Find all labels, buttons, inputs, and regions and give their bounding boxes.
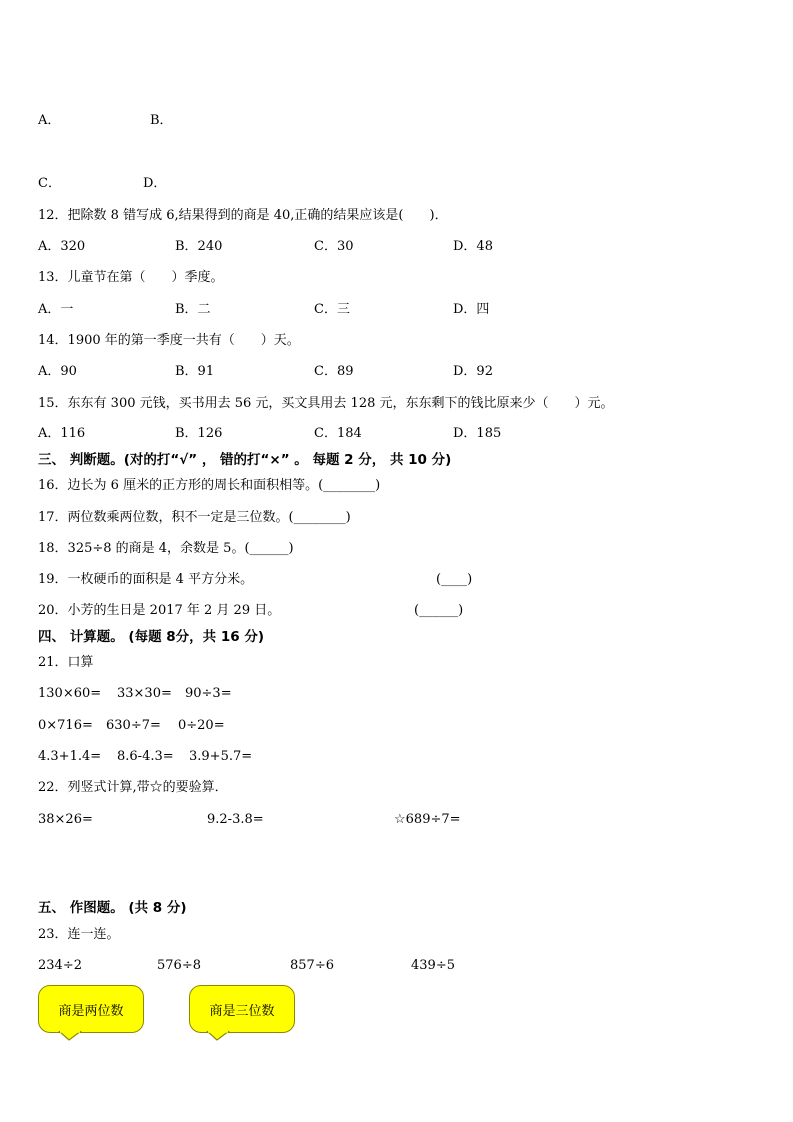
mental-calc-1: 130×60= — [38, 686, 102, 701]
bubble-three-digit-label: 商是三位数 — [209, 1003, 275, 1019]
bubble-three-digit — [189, 985, 295, 1033]
vertical-calc-1: 38×26= — [38, 812, 93, 827]
q12-option-b: B．240 — [175, 239, 223, 254]
q15-option-c: C．184 — [314, 426, 362, 441]
q13-option-b: B．二 — [175, 302, 211, 317]
mental-calc-6: 0÷20= — [178, 718, 225, 733]
q13-option-c: C．三 — [314, 302, 350, 317]
bubble-two-digit — [38, 985, 144, 1033]
question-20: 20．小芳的生日是 2017 年 2 月 29 日。 — [38, 603, 281, 618]
q15-option-a: A．116 — [38, 426, 86, 441]
vertical-calc-3: ☆689÷7= — [394, 812, 461, 827]
q14-option-d: D．92 — [453, 364, 493, 379]
bubble-two-digit-label: 商是两位数 — [58, 1003, 124, 1019]
question-17: 17．两位数乘两位数，积不一定是三位数。(________) — [38, 510, 351, 525]
mental-calc-9: 3.9+5.7= — [189, 749, 253, 764]
question-19: 19．一枚硬币的面积是 4 平方分米。 — [38, 572, 254, 587]
question-16: 16．边长为 6 厘米的正方形的周长和面积相等。(________) — [38, 478, 381, 493]
q15-option-d: D．185 — [453, 426, 502, 441]
question-19-blank: (____) — [436, 572, 473, 587]
match-expr-4: 439÷5 — [411, 958, 455, 973]
question-13: 13．儿童节在第（ ）季度。 — [38, 270, 224, 285]
q12-option-a: A．320 — [38, 239, 86, 254]
question-14: 14．1900 年的第一季度一共有（ ）天。 — [38, 333, 300, 348]
option-b: B． — [150, 113, 173, 128]
q13-option-a: A．一 — [38, 302, 74, 317]
option-a: A． — [38, 113, 61, 128]
q12-option-d: D．48 — [453, 239, 493, 254]
bubble-tail-icon — [58, 1031, 82, 1041]
option-c: C． — [38, 176, 61, 191]
question-15: 15．东东有 300 元钱，买书用去 56 元，买文具用去 128 元，东东剩下的钱比原来少（ ）元。 — [38, 396, 614, 411]
question-18: 18．325÷8 的商是 4，余数是 5。(______) — [38, 541, 294, 556]
option-d: D． — [143, 176, 167, 191]
bubble-tail-icon — [206, 1031, 230, 1041]
q13-option-d: D．四 — [453, 302, 490, 317]
mental-calc-3: 90÷3= — [185, 686, 232, 701]
match-expr-3: 857÷6 — [290, 958, 334, 973]
mental-calc-7: 4.3+1.4= — [38, 749, 102, 764]
q15-option-b: B．126 — [175, 426, 223, 441]
match-expr-2: 576÷8 — [157, 958, 201, 973]
q12-option-c: C．30 — [314, 239, 354, 254]
mental-calc-2: 33×30= — [117, 686, 172, 701]
question-12: 12．把除数 8 错写成 6,结果得到的商是 40,正确的结果应该是( )． — [38, 208, 448, 223]
question-21: 21．口算 — [38, 655, 94, 670]
q14-option-c: C．89 — [314, 364, 354, 379]
mental-calc-8: 8.6-4.3= — [117, 749, 174, 764]
mental-calc-4: 0×716= — [38, 718, 93, 733]
mental-calc-5: 630÷7= — [106, 718, 161, 733]
question-22: 22．列竖式计算,带☆的要验算． — [38, 780, 228, 795]
q14-option-a: A．90 — [38, 364, 77, 379]
match-expr-1: 234÷2 — [38, 958, 82, 973]
question-23: 23．连一连。 — [38, 927, 120, 942]
q14-option-b: B．91 — [175, 364, 215, 379]
question-20-blank: (______) — [414, 603, 464, 618]
section-4-title: 四、 计算题。 (每题 8分，共 16 分) — [38, 629, 265, 645]
vertical-calc-2: 9.2-3.8= — [207, 812, 264, 827]
section-5-title: 五、 作图题。 (共 8 分) — [38, 900, 187, 916]
section-3-title: 三、 判断题。(对的打“√” ， 错的打“×” 。 每题 2 分， 共 10 分) — [38, 452, 452, 468]
